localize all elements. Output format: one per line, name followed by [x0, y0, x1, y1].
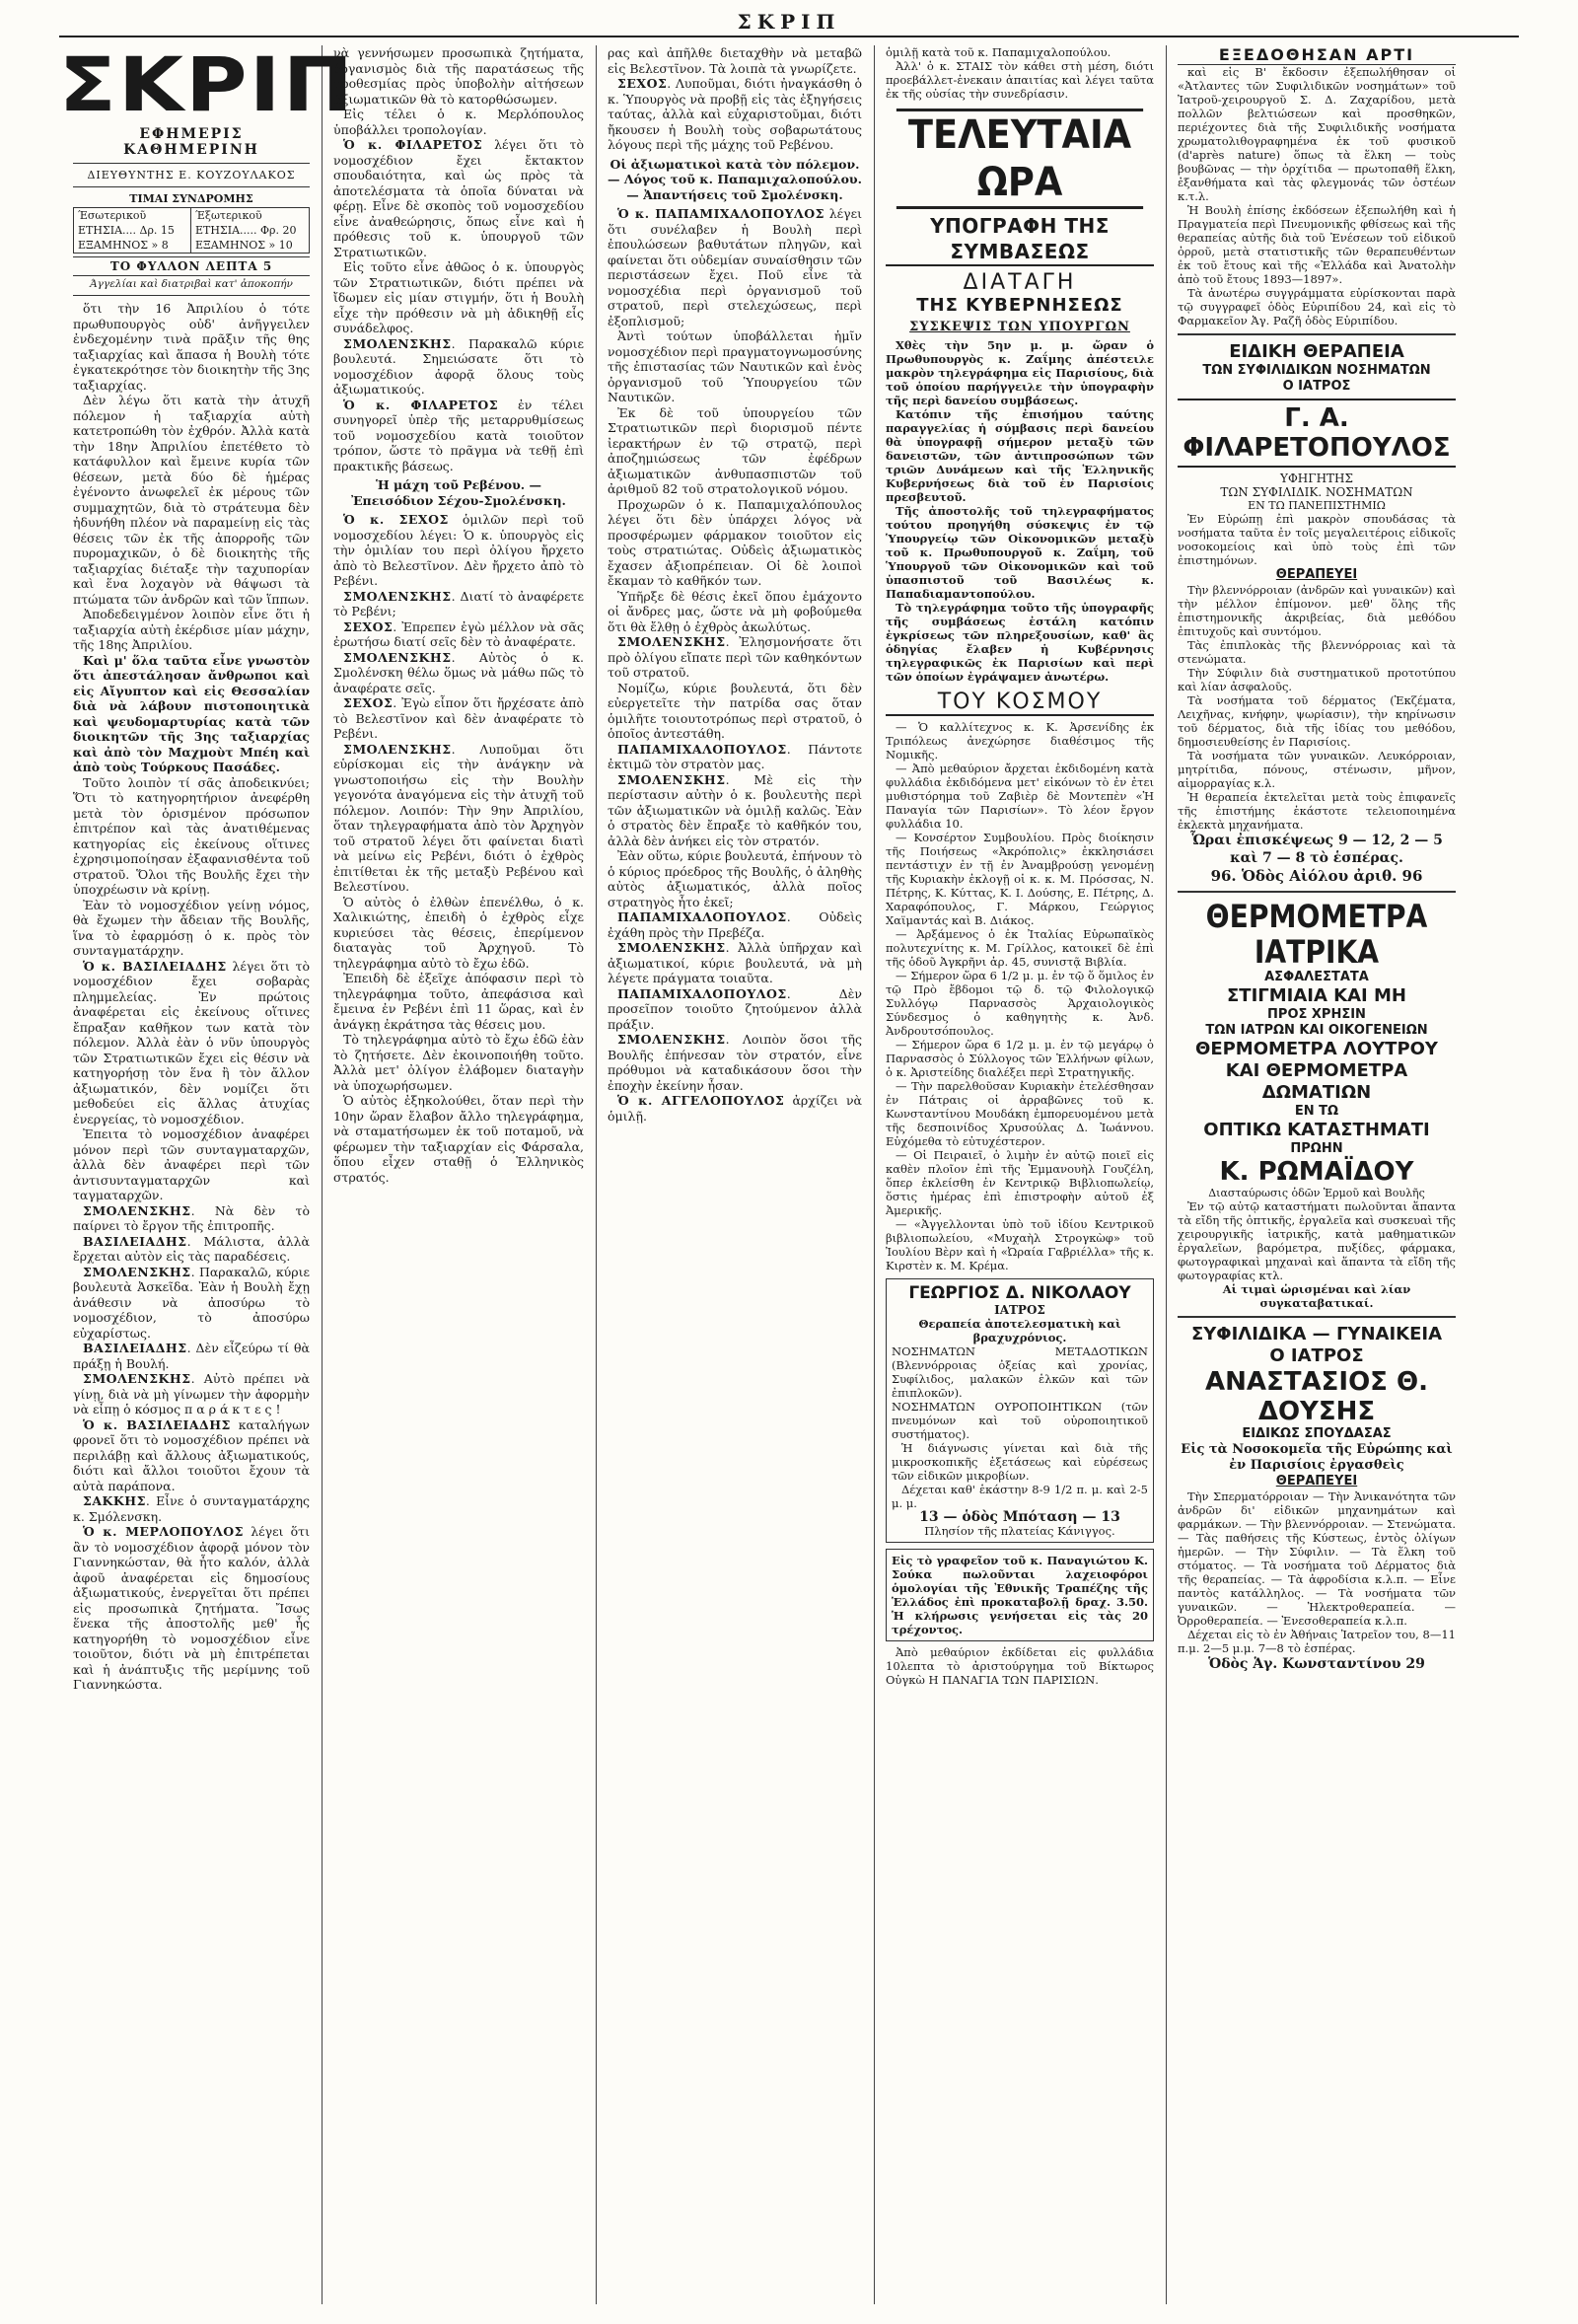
ad-heading: ΟΠΤΙΚΩ ΚΑΤΑΣΤΗΜΑΤΙ	[1203, 1120, 1430, 1140]
article-paragraph: ὁμιλῇ κατὰ τοῦ κ. Παπαμιχαλοπούλου.	[886, 45, 1112, 59]
ad-text: Ἐν Εὐρώπῃ ἐπὶ μακρὸν σπουδάσας τὰ νοσήματα ταῦτα ἐν τοῖς μεγαλειτέροις εἰδικοῖς νοσοκομείοις καὶ ὑπὸ τοὺς ἐπὶ τῶν ἐπιστημόνων.	[1178, 512, 1456, 567]
speaker-name: ΠΑΠΑΜΙΧΑΛΟΠΟΥΛΟΣ	[617, 909, 787, 924]
speech-text: Μὲ εἰς τὴν περίστασιν αὐτὴν ὁ κ. βουλευτὴς περὶ τῶν ἀξιωματικῶν νὰ ὁμιλῇ καλῶς. Ἐὰν ὁ στρατὸς δὲν ἔπραξε τὸ καθῆκόν του, ἀλλὰ δὲν ἀνήκει εἰς τὸν στρατόν.	[608, 771, 862, 848]
column-2: νὰ γεννήσωμεν προσωπικὰ ζητήματα, ὀργανισμὸς διὰ τῆς παρατάσεως τῆς προθεσμίας πρὸς ὑποβολὴν αἰτήσεων ἀξιωματικῶν θὰ τὸ κατορθώσωμεν. Εἰς τέλει ὁ κ. Μερλόπουλος ὑποβάλλει τροπολογίαν. Ὁ κ. ΦΙΛΑΡΕΤΟΣ λέγει ὅτι τὸ νομοσχέδιον ἔχει ἔκτακτον σπουδαιότητα, καὶ ὡς πρὸς τὰ ἀποτελέσματα τὰ ὁποῖα δύναται νὰ φέρῃ. Εἶνε δὲ σκοπὸς τοῦ νομοσχεδίου εἶνε ἀναθεώρησις, ὅπως εἶνε καὶ ἡ πρόθεσις τοῦ κ. ὑπουργοῦ τῶν Στρατιωτικῶν. Εἰς τοῦτο εἶνε ἀθῶος ὁ κ. ὑπουργὸς τῶν Στρατιωτικῶν, διότι πρέπει νὰ ἴδωμεν εἰς μίαν στιγμήν, ὅτι ἡ Βουλὴ εἶχε τὴν πρόθεσιν νὰ μὴ ἀδικηθῇ εἷς συνάδελφος. ΣΜΟΛΕΝΣΚΗΣ. Παρακαλῶ κύριε βουλευτά. Σημειώσατε ὅτι τὸ νομοσχέδιον ἀφορᾷ ὅλους τοὺς ἀξιωματικούς. Ὁ κ. ΦΙΛΑΡΕΤΟΣ ἐν τέλει συνηγορεῖ ὑπὲρ τῆς μεταρρυθμίσεως τοῦ νομοσχεδίου κατὰ τοιοῦτον τρόπον, ὥστε τὸ πρᾶγμα νὰ τεθῇ ἐπὶ πρακτικῆς βάσεως. Ἡ μάχη τοῦ Ρεβένου. — Ἐπεισόδιον Σέχου-Σμολένσκη. Ὁ κ. ΣΕΧΟΣ ὁμιλῶν περὶ τοῦ νομοσχεδίου λέγει: Ὁ κ. ὑπουργὸς εἰς τὴν ὁμιλίαν του περὶ ὀλίγου ἤρχετο ἀπὸ τὸ Βελεστῖνον. Δὲν ἤρχετο ἀπὸ τὸ Ρεβένι. ΣΜΟΛΕΝΣΚΗΣ. Διατί τὸ ἀναφέρετε τὸ Ρεβένι; ΣΕΧΟΣ. Ἐπρεπεν ἐγὼ μέλλον νὰ σᾶς ἐρωτήσω διατί σεῖς δὲν τὸ ἀναφέρατε. ΣΜΟΛΕΝΣΚΗΣ. Αὐτὸς ὁ κ. Σμολένσκη θέλω ὅμως νὰ μάθω πῶς τὸ ἀναφέρατε σεῖς. ΣΕΧΟΣ. Ἐγὼ εἶπον ὅτι ἤρχέσατε ἀπὸ τὸ Βελεστῖνον καὶ δὲν ἀναφέρατε τὸ Ρεβένι. ΣΜΟΛΕΝΣΚΗΣ. Λυποῦμαι ὅτι εὑρίσκομαι εἰς τὴν ἀνάγκην νὰ γνωστοποιήσω εἰς τὴν Βουλὴν γεγονότα ἀναγόμενα εἰς τὴν ἀτυχῆ τοῦ πόλεμον. Λοιπόν: Τὴν 9ην Ἀπριλίου, ὅταν τηλεγραφήματα ἀπὸ τὸν Ἀρχηγὸν τοῦ στρατοῦ λέγει ὅτι φαίνεται διατὶ νὰ μείνω εἰς Ρεβένι, διότι ὁ ἐχθρὸς ἐπιτίθεται ἐκ τῆς μεταξὺ Ρεβένου καὶ Βελεστίνου. Ὁ αὐτὸς ὁ ἐλθὼν ἐπενέλθω, ὁ κ. Χαλικιώτης, ἐπειδὴ ὁ ἐχθρὸς εἶχε κυριεύσει τὰς θέσεις, ἐπερίμενον διαταγὰς τοῦ Ἀρχηγοῦ. Τὸ τηλεγράφημα αὐτὸ τὸ ἔχω ἐδῶ. Ἐπειδὴ δὲ ἐξεῖχε ἀπόφασιν περὶ τὸ τηλεγράφημα τοῦτο, ἀπεφάσισα καὶ ἔμεινα ἐν Ρεβένι ἐπὶ 11 ὥρας, καὶ ἐν ἀνάγκῃ ἐκράτησα τὰς θέσεις μου. Τὸ τηλεγράφημα αὐτὸ τὸ ἔχω ἐδῶ ἐὰν τὸ ζητήσετε. Δὲν ἐκοινοποιήθη τοῦτο. Ἀλλὰ μετ' ὀλίγον ἐλάβομεν διαταγὴν νὰ ὑποχωρήσωμεν. Ὁ αὐτὸς ἐξηκολούθει, ὅταν περὶ τὴν 10ην ὥραν ἔλαβον ἄλλο τηλεγράφημα, νὰ σταματήσωμεν ἐκ τοῦ ποταμοῦ, νὰ φέρωμεν τὴν ταξιαρχίαν εἰς Φάρσαλα, ὅπου εἶχεν σταθῇ ὁ Ἑλληνικὸς στρατός.	[333, 45, 585, 1185]
ad-text: Ἡ Βουλὴ ἐπίσης ἐκδόσεων ἐξεπωλήθη καὶ ἡ Πραγματεία περὶ Πνευμονικῆς φθίσεως καὶ τῆς θεραπείας αὐτῆς διὰ τοῦ Ἐνέσεων τοῦ εἰδικοῦ ὀρροῦ, μετὰ στατιστικῆς τῶν θεραπευθέντων ἐκ τοῦ ἔτους καὶ τῆς «Ἐλλάδα καὶ Ἀνατολὴν ἀπὸ τοῦ ἔτους 1893—1897».	[1178, 203, 1456, 286]
ad-heading: ΠΡΩΗΝ	[1290, 1141, 1343, 1156]
speaker-name: ΒΑΣΙΛΕΙΑΔΗΣ	[83, 1341, 187, 1355]
article-paragraph: Ἀντὶ τούτων ὑποβάλλεται ἡμῖν νομοσχέδιον περὶ πραγματογνωμοσύνης τῆς ἐπιστασίας τῶν Ναυτικῶν καὶ ἐνὸς ὀργανισμοῦ τοῦ Ὑπουργείου τῶν Ναυτικῶν.	[608, 328, 862, 404]
speaker-name: Ὁ κ. ΑΓΓΕΛΟΠΟΥΛΟΣ	[617, 1093, 785, 1108]
article-paragraph: Ἐκ δὲ τοῦ ὑπουργείου τῶν Στρατιωτικῶν περὶ διορισμοῦ πέντε ἰερακτήρων ἐν τῷ στρατῷ, περὶ ἀποζημιώσεως τῶν ἐφέδρων ἀξιωματικῶν ἀνθυπασπιστῶν τοῦ ἀριθμοῦ 82 τοῦ στρατολογικοῦ νόμου.	[608, 404, 862, 496]
subscriptions-title: ΤΙΜΑΙ ΣΥΝΔΡΟΜΗΣ	[129, 192, 253, 205]
speaker-name: Ὁ κ. ΠΑΠΑΜΙΧΑΛΟΠΟΥΛΟΣ	[617, 206, 825, 221]
speaker-name: ΣΜΟΛΕΝΣΚΗΣ	[343, 649, 452, 665]
doctor-advertisement	[886, 1278, 1154, 1543]
speech-text: καταλήγων φρονεῖ ὅτι τὸ νομοσχέδιον πρέπει νὰ περιλάβῃ καὶ ἄλλους ἀξιωματικούς, διότι καὶ ἄλλοι τοιοῦτοι ἔχουν τὰ αὐτὰ παράπονα.	[73, 1416, 310, 1493]
speaker-name: ΣΜΟΛΕΝΣΚΗΣ	[83, 1264, 191, 1279]
speaker-name: Ὁ κ. ΒΑΣΙΛΕΙΑΔΗΣ	[83, 1416, 231, 1432]
ad-text: Τὴν βλεννόρροιαν (ἀνδρῶν καὶ γυναικῶν) καὶ τὴν μέλλον ἐπίμονον. μεθ' ὅλης τῆς ἐπιστημονικῆς ἀκριβείας, διὰ μεθόδου ἐπιτυχοῦς καὶ συντόμου.	[1178, 583, 1456, 638]
ad-text: Τὴν Σύφιλιν διὰ συστηματικοῦ προτοτύπου καὶ λίαν ἀσφαλοῦς.	[1178, 666, 1456, 693]
ad-line: Δέχεται καθ' ἑκάστην 8-9 1/2 π. μ. καὶ 2-5 μ. μ.	[892, 1483, 1148, 1510]
ad-heading: ΘΕΡΑΠΕΥΕΙ	[1275, 1474, 1358, 1489]
lottery-advertisement	[886, 1549, 1154, 1641]
article-paragraph: ρας καὶ ἀπῆλθε διεταχθὴν νὰ μεταβῶ εἰς Βελεστῖνον. Τὰ λοιπὰ τὰ γνωρίζετε.	[608, 45, 862, 76]
news-item: — Σήμερον ὥρα 6 1/2 μ. μ. ἐν τῷ ὅ ὅμιλος ἐν τῷ Πρὸ ἔβδομοι τῷ δ. τῷ Φιλολογικῷ Συλλόγῳ Παρνασσὸς Ἀρχαιολογικὸς Σύνδεσμος ὁ καθηγητὴς κ. Ἀνδ. Ἀνδρουτσόπουλος.	[886, 969, 1154, 1038]
ad-line: ΤΩΝ ΣΥΦΙΛΙΔΙΚ. ΝΟΣΗΜΑΤΩΝ	[1220, 485, 1413, 499]
subs-cell: ΕΞΑΜΗΝΟΣ » 10	[195, 239, 293, 252]
article-paragraph: Ἐὰν οὕτω, κύριε βουλευτά, ἐπήνουν τὸ ὁ κύριος πρόεδρος τῆς Βουλῆς, ὁ ἀληθὴς αὐτὸς ἀξιωματικός, ἀλλὰ ποῖος στρατηγὸς ἦτο ἐκεῖ;	[608, 848, 863, 909]
article-paragraph: Δὲν λέγω ὅτι κατὰ τὴν ἀτυχῆ πόλεμον ἡ ταξιαρχία αὐτὴ κατετροπώθη τὸν ἐχθρόν. Ἀλλὰ κατὰ τὴν 18ην Ἀπριλίου ἐπετέθετο τὸ κατάφυλλον καὶ ἔμεινε κυρία τῶν θέσεων, μετὰ δύο δὲ ἡμέρας ἐγένοντο ἀνωφελεῖ ἐκ μέρους τῶν συμμαχητῶν, διὰ τὸ στράτευμα δὲν ἠδυνήθη πλέον νὰ παραμείνῃ εἰς τὰς θέσεις τῶν ἐκ τῆς ἀπορροῆς τῶν πυρομαχικῶν, ὁ δὲ διοικητὴς τῆς ταξιαρχίας διέταξε τὴν ταχυπορίαν καὶ ἕνα λοχαγὸν νὰ θάψωσι τὰ πτώματα τῶν ἀνδρῶν καὶ τῶν ἵππων.	[73, 393, 310, 607]
lottery-text: Εἰς τὸ γραφεῖον τοῦ κ. Παναγιώτου Κ. Σούκα πωλοῦνται λαχειοφόροι ὁμολογίαι τῆς Ἐθνικῆς Τραπέζης τῆς Ἑλλάδος ἐπὶ προκαταβολῇ δραχ. 3.50. Ἡ κλήρωσις γενήσεται εἰς τὰς 20 τρέχοντος.	[892, 1554, 1148, 1636]
speech-text: ἐν τέλει συνηγορεῖ ὑπὲρ τῆς μεταρρυθμίσεως τοῦ νομοσχεδίου κατὰ τοιοῦτον τρόπον, ὥστε τὸ πρᾶγμα νὰ τεθῇ ἐπὶ πρακτικῆς βάσεως.	[333, 397, 584, 473]
order-heading: ΔΙΑΤΑΓΗ	[963, 270, 1077, 295]
section-heading: Οἱ ἀξιωματικοὶ κατὰ τὸν πόλεμον. — Λόγος τοῦ κ. Παπαμιχαλοπούλου. — Ἀπαντήσεις τοῦ Σμολένσκη.	[608, 156, 862, 202]
speaker-name: ΣΕΧΟΣ	[617, 76, 668, 91]
speech-text: ἀρχίζει νὰ ὁμιλῇ.	[608, 1093, 862, 1124]
speaker-name: ΣΜΟΛΕΝΣΚΗΣ	[83, 1371, 191, 1386]
last-hour-heading: ΤΕΛΕΥΤΑΙΑ ΩΡΑ	[897, 109, 1143, 209]
article-paragraph: ὅτι τὴν 16 Ἀπριλίου ὁ τότε πρωθυπουργὸς οὐδ' ἀνῆγγειλεν ἐνδεχομένην τινὰ πρᾶξιν τῆς θης ταξιαρχίας καὶ ἅπασα ἡ Βουλὴ τότε ἐγκατεκρότησε τὸν διοικητὴν τῆς 3ης ταξιαρχίας.	[73, 301, 310, 393]
ad-line: ΕΝ ΤΩ ΠΑΝΕΠΙΣΤΗΜΙΩ	[1248, 499, 1386, 512]
clinic-address: Ὁδὸς Ἁγ. Κωνσταντίνου 29	[1208, 1656, 1425, 1672]
ad-heading: Ο ΙΑΤΡΟΣ	[1282, 379, 1351, 394]
shop-name: Κ. ΡΩΜΑΪΔΟΥ	[1219, 1157, 1414, 1187]
speech-text: λέγει ὅτι τὸ νομοσχέδιον ἔχει ἔκτακτον σπουδαιότητα, καὶ ὡς πρὸς τὰ ἀποτελέσματα τὰ ὁποῖα δύναται νὰ φέρῃ. Εἶνε δὲ σκοπὸς τοῦ νομοσχεδίου εἶνε ἀναθεώρησις, ὅπως εἶνε καὶ ἡ πρόθεσις τοῦ κ. ὑπουργοῦ τῶν Στρατιωτικῶν.	[333, 137, 585, 259]
ad-heading: ΠΡΟΣ ΧΡΗΣΙΝ	[1267, 1007, 1366, 1022]
ad-heading: ΤΩΝ ΣΥΦΙΛΙΔΙΚΩΝ ΝΟΣΗΜΑΤΩΝ	[1202, 363, 1431, 378]
ad-line: Θεραπεία ἀποτελεσματικὴ καὶ βραχυχρόνιος.	[918, 1317, 1121, 1344]
subs-foreign-header: Έξωτερικοῦ	[195, 209, 262, 222]
article-paragraph: Εἰς τοῦτο εἶνε ἀθῶος ὁ κ. ὑπουργὸς τῶν Στρατιωτικῶν, διότι πρέπει νὰ ἴδωμεν εἰς μίαν στιγμήν, ὅτι ἡ Βουλὴ εἶχε τὴν πρόθεσιν νὰ μὴ ἀδικηθῇ εἷς συνάδελφος.	[333, 259, 584, 335]
speech-text: λέγει ὅτι συνέλαβεν ἡ Βουλὴ περὶ ἐπουλώσεων βαθυτάτων πληγῶν, καὶ φαίνεται ὅτι οὐδεμίαν συναίσθησιν τῶν περιστάσεων ἔχει. Ποῦ εἶνε τὰ νομοσχέδια περὶ ὀργανισμοῦ τοῦ στρατοῦ, περὶ στελεχώσεως, περὶ ἐξοπλισμοῦ;	[608, 206, 862, 328]
ad-text: Τὰ ἀνωτέρω συγγράμματα εὑρίσκονται παρὰ τῷ συγγραφεῖ ὁδὸς Εὐριπίδου 24, καὶ εἰς τὸ Φαρμακεῖον Ἀγ. Ραζῆ ὁδὸς Εὐριπίδου.	[1178, 286, 1456, 327]
news-item: — Ἀρξάμενος ὁ ἐκ Ἰταλίας Εὐρωπαϊκὸς πολυτεχνίτης κ. Μ. Γρίλλος, κατοικεῖ δὲ ἐπὶ τῆς ὁδοῦ Ἀγκρῆνι ἀρ. 45, συνιστᾷ Βιβλία.	[886, 927, 1154, 969]
speech-text: Λυποῦμαι, διότι ἠναγκάσθη ὁ κ. Ὑπουργὸς νὰ προβῇ εἰς τὰς ἐξηγήσεις ταύτας, ἀλλὰ καὶ εὐχαριστοῦμαι, διότι ἤκουσεν ἡ Βουλὴ τοὺς σοβαρωτάτους λόγους περὶ τῆς μάχης τοῦ Ρεβένου.	[608, 76, 862, 152]
signing-heading: ΥΠΟΓΡΑΦΗ ΤΗΣ ΣΥΜΒΑΣΕΩΣ	[886, 213, 1154, 266]
speaker-name: ΒΑΣΙΛΕΙΑΔΗΣ	[83, 1233, 187, 1249]
article-paragraph: Ἐπειτα τὸ νομοσχέδιον ἀναφέρει μόνον περὶ τῶν συνταγματαρχῶν, ἀλλὰ δὲν ἀναφέρει περὶ τῶν ἀντισυνταγματαρχῶν καὶ ταγματαρχῶν.	[73, 1126, 310, 1202]
speaker-name: Ὁ κ. ΒΑΣΙΛΕΙΑΔΗΣ	[83, 958, 227, 974]
news-item: — Σήμερον ὥρα 6 1/2 μ. μ. ἐν τῷ μεγάρῳ ὁ Παρνασσὸς ὁ Σύλλογος τῶν Ἑλλήνων φίλων, ὁ κ. Ἀριστείδης διαλέξει περὶ Στρατηγικῆς.	[886, 1038, 1154, 1079]
speaker-name: Ὁ κ. ΣΕΧΟΣ	[343, 512, 449, 527]
ad-text: Εἰς τὰ Νοσοκομεῖα τῆς Εὐρώπης καὶ ἐν Παρισίοις ἐργασθεὶς	[1181, 1442, 1453, 1473]
ads-note: Άγγελίαι καὶ διατριβαὶ κατ' ἀποκοπήν	[90, 278, 293, 290]
speech-text: Δὲν προσεῖπον τοιοῦτο ζητούμενον ἀλλὰ πράξιν.	[608, 985, 862, 1032]
subs-cell: ΕΞΑΜΗΝΟΣ » 8	[74, 238, 191, 253]
masthead-director: ΔΙΕΥΘΥΝΤΗΣ Ε. ΚΟΥΖΟΥΛΑΚΟΣ	[87, 169, 296, 182]
doctor-address: 13 — ὁδὸς Μπόταση — 13	[919, 1509, 1120, 1525]
subs-domestic-header: Έσωτερικοῦ	[74, 208, 191, 223]
news-item: — Οἱ Πειραιεῖ, ὁ λιμὴν ἐν αὐτῷ ποιεῖ εἰς καθὲν πλοῖον ἐπὶ τῆς Ἐμμανουὴλ Γουζέλη, ὅπερ ἐκλείσθη ἐν Κεντρικῷ Βιβλιοπωλείῳ, ὅστις ἡμέρας ἐπὶ ἐπιστροφὴν αὐτοῦ ἐξ Ἀμερικῆς.	[886, 1148, 1154, 1217]
subs-cell: ΕΤΗΣΙΑ..... Φρ. 20	[195, 224, 297, 237]
speech-text: Ἐπρεπεν ἐγὼ μέλλον νὰ σᾶς ἐρωτήσω διατί σεῖς δὲν τὸ ἀναφέρατε.	[333, 618, 585, 649]
ad-heading: ΘΕΡΜΟΜΕΤΡΑ ΛΟΥΤΡΟΥ	[1195, 1039, 1438, 1059]
visiting-hours: Ὧραι ἐπισκέψεως 9 — 12, 2 — 5 καὶ 7 — 8 τὸ ἑσπέρας.	[1190, 833, 1443, 866]
publications-heading: ΕΞΕΔΟΘΗΣΑΝ ΑΡΤΙ	[1178, 45, 1456, 65]
column-4	[882, 45, 1158, 2304]
article-paragraph: Ἀλλ' ὁ κ. ΣΤΑΙΣ τὸν κάθει στὴ μέση, διότι προεβάλλετ-ἐνεκαιν ἀπαιτίας καὶ λέγει ταῦτα ἐκ τῆς οὐσίας τὴν συνεδρίασιν.	[886, 59, 1154, 101]
world-heading: ΤΟΥ ΚΟΣΜΟΥ	[886, 690, 1154, 716]
article-paragraph: Ἀποδεδειγμένον λοιπὸν εἶνε ὅτι ἡ ταξιαρχία αὐτὴ ἐκέρδισε μίαν μάχην, τῆς 18ης Ἀπριλίου.	[73, 607, 310, 652]
news-item: — Κονσέρτον Συμβουλίου. Πρὸς διοίκησιν τῆς Ποιήσεως «Ἀκρόπολις» ἐκκλησιάσει πεντάστιχν ἐν τῇ ἐν Ἀναμβρούσῃ γενομένῃ τῆς Κυριακὴν ἐκλογῇ οἱ κ. κ. Μ. Πρόσσας, Ν. Πέτρης, Κ. Κύττας, Κ. Ι. Δούσης, Ε. Πέτρης, Δ. Χαραφόπουλος, Γ. Μάρκου, Γεώργιος Χαϊμαντάς καὶ Β. Διάκος.	[886, 831, 1154, 927]
ad-text: Τὰ νοσήματα τῶν γυναικῶν. Λευκόρροιαν, μητρίτιδα, πόνους, στένωσιν, μῆνον, αἱμορραγίας κ.λ.	[1178, 749, 1456, 790]
speaker-name: Ὁ κ. ΦΙΛΑΡΕΤΟΣ	[343, 137, 483, 152]
ad-heading: ΘΕΡΜΟΜΕΤΡΑ ΙΑΤΡΙΚΑ	[1205, 898, 1428, 971]
speech-text: Μάλιστα, ἀλλὰ ἔρχεται αὐτὸν εἰς τὰς παραδέσεις.	[73, 1233, 310, 1264]
article-paragraph: Χθὲς τὴν 5ην μ. μ. ὥραν ὁ Πρωθυπουργὸς κ. Ζαΐμης ἀπέστειλε μακρὸν τηλεγράφημα εἰς Παρισίους, διὰ τοῦ ὁποίου παρήγγειλε τὴν ὑπογραφὴν τῆς περὶ δανείου συμβάσεως.	[886, 338, 1154, 407]
section-heading: Ἡ μάχη τοῦ Ρεβένου. — Ἐπεισόδιον Σέχου-Σμολένσκη.	[351, 477, 566, 508]
ad-text: Αἱ τιμαὶ ὡρισμέναι καὶ λίαν συγκαταβατικαί.	[1222, 1282, 1411, 1310]
speaker-name: ΠΑΠΑΜΙΧΑΛΟΠΟΥΛΟΣ	[617, 985, 787, 1001]
speech-text: Λοιπὸν ὅσοι τῆς Βουλῆς ἐπήνεσαν τὸν στρατόν, εἶνε πρόθυμοι νὰ καταδικάσουν ὅσοι τὴν ἐποχὴν ἐκείνην ἦσαν.	[608, 1032, 862, 1093]
article-paragraph: Κατόπιν τῆς ἐπισήμου ταύτης παραγγελίας ἡ σύμβασις περὶ δανείου θὰ ὑπογραφῇ σήμερον μεταξὺ τῶν δανειστῶν, τῶν ἀντιπροσώπων τῶν τριῶν Δυνάμεων καὶ τῆς Ἑλληνικῆς Κυβερνήσεως διὰ τοῦ ἐν Παρισίοις πρεσβευτοῦ.	[886, 407, 1154, 504]
ad-heading: ΘΕΡΑΠΕΥΕΙ	[1275, 567, 1358, 582]
speaker-name: ΣΑΚΚΗΣ	[83, 1493, 146, 1508]
article-paragraph: Ὁ αὐτὸς ἐξηκολούθει, ὅταν περὶ τὴν 10ην ὥραν ἔλαβον ἄλλο τηλεγράφημα, νὰ σταματήσωμεν ἐκ τοῦ ποταμοῦ, νὰ φέρωμεν τὴν ταξιαρχίαν εἰς Φάρσαλα, ὅπου εἶχεν σταθῇ ὁ Ἑλληνικὸς στρατός.	[333, 1093, 584, 1185]
speech-text: Αὐτὸς ὁ κ. Σμολένσκη θέλω ὅμως νὰ μάθω πῶς τὸ ἀναφέρατε σεῖς.	[333, 649, 584, 695]
doctor-name: ΓΕΩΡΓΙΟΣ Δ. ΝΙΚΟΛΑΟΥ	[908, 1283, 1131, 1303]
article-paragraph: Νομίζω, κύριε βουλευτά, ὅτι δὲν εὐεργετεῖτε τὴν πατρίδα σας ὅταν ὁμιλῆτε τοιουτοτρόπως περὶ στρατοῦ, ὁ ὁποῖος ἀντεστάθη.	[608, 680, 862, 741]
speech-text: Δὲν εἶζεύρω τί θὰ πράξῃ ἡ Βουλή.	[73, 1341, 311, 1371]
speech-text: Ἐγὼ εἶπον ὅτι ἤρχέσατε ἀπὸ τὸ Βελεστῖνον καὶ δὲν ἀναφέρατε τὸ Ρεβένι.	[333, 695, 585, 741]
running-head: ΣΚΡΙΠ	[737, 10, 841, 34]
ad-heading: ΚΑΙ ΘΕΡΜΟΜΕΤΡΑ ΔΩΜΑΤΙΩΝ	[1225, 1060, 1408, 1103]
ad-text: Ἐν τῷ αὐτῷ καταστήματι πωλοῦνται ἅπαντα τὰ εἴδη τῆς ὀπτικῆς, ἐργαλεῖα καὶ συσκευαὶ τῆς χειρουργικῆς ἰατρικῆς, κατὰ μαθηματικῶν ἐργαλεῖων, βαρόμετρα, πυξίδες, φάρμακα, φωτογραφικαὶ μηχαναὶ καὶ ἅπαντα τὰ εἴδη τῆς φωτογραφίας κτλ.	[1178, 1199, 1456, 1282]
article-paragraph: Ἐὰν τὸ νομοσχέδιον γείνῃ νόμος, θὰ ἔχωμεν τὴν ἄδειαν τῆς Βουλῆς, ἵνα τὸ ἐφαρμόσῃ ὁ κ. πρὸς τὸν συνταγματάρχην.	[73, 897, 310, 958]
speaker-name: ΣΜΟΛΕΝΣΚΗΣ	[617, 940, 726, 955]
speaker-name: ΠΑΠΑΜΙΧΑΛΟΠΟΥΛΟΣ	[617, 741, 787, 757]
masthead-subtitle: ΕΦΗΜΕΡΙΣ ΚΑΘΗΜΕΡΙΝΗ	[123, 126, 259, 158]
speaker-name: ΣΜΟΛΕΝΣΚΗΣ	[343, 741, 452, 757]
column-divider	[874, 45, 875, 2304]
speech-text: Εἶνε ὁ συνταγματάρχης κ. Σμόλενσκη.	[73, 1493, 310, 1524]
government-heading: ΤΗΣ ΚΥΒΕΡΝΗΣΕΩΣ	[916, 295, 1123, 316]
column-3: ρας καὶ ἀπῆλθε διεταχθὴν νὰ μεταβῶ εἰς Βελεστῖνον. Τὰ λοιπὰ τὰ γνωρίζετε. ΣΕΧΟΣ. Λυποῦμαι, διότι ἠναγκάσθη ὁ κ. Ὑπουργὸς νὰ προβῇ εἰς τὰς ἐξηγήσεις ταύτας, ἀλλὰ καὶ εὐχαριστοῦμαι, διότι ἤκουσεν ἡ Βουλὴ τοὺς σοβαρωτάτους λόγους περὶ τῆς μάχης τοῦ Ρεβένου. Οἱ ἀξιωματικοὶ κατὰ τὸν πόλεμον. — Λόγος τοῦ κ. Παπαμιχαλοπούλου. — Ἀπαντήσεις τοῦ Σμολένσκη. Ὁ κ. ΠΑΠΑΜΙΧΑΛΟΠΟΥΛΟΣ λέγει ὅτι συνέλαβεν ἡ Βουλὴ περὶ ἐπουλώσεων βαθυτάτων πληγῶν, καὶ φαίνεται ὅτι οὐδεμίαν συναίσθησιν τῶν περιστάσεων ἔχει. Ποῦ εἶνε τὰ νομοσχέδια περὶ ὀργανισμοῦ τοῦ στρατοῦ, περὶ στελεχώσεως, περὶ ἐξοπλισμοῦ; Ἀντὶ τούτων ὑποβάλλεται ἡμῖν νομοσχέδιον περὶ πραγματογνωμοσύνης τῆς ἐπιστασίας τῶν Ναυτικῶν καὶ ἐνὸς ὀργανισμοῦ τοῦ Ὑπουργείου τῶν Ναυτικῶν. Ἐκ δὲ τοῦ ὑπουργείου τῶν Στρατιωτικῶν περὶ διορισμοῦ πέντε ἰερακτήρων ἐν τῷ στρατῷ, περὶ ἀποζημιώσεως τῶν ἐφέδρων ἀξιωματικῶν ἀνθυπασπιστῶν τοῦ ἀριθμοῦ 82 τοῦ στρατολογικοῦ νόμου. Προχωρῶν ὁ κ. Παπαμιχαλόπουλος λέγει ὅτι δὲν ὑπάρχει λόγος νὰ προσφέρωμεν φάρμακον τοιοῦτον εἰς τοὺς στρατιώτας. Οὐδεὶς ἀξιωματικὸς ἔχασεν ἀξιοπρέπειαν. Οἱ δὲ λοιποὶ ἔκαμαν τὸ καθῆκόν των. Ὑπῆρξε δὲ θέσις ἐκεῖ ὅπου ἐμάχοντο οἱ ἄνδρες μας, ὥστε νὰ μὴ φοβούμεθα ὅτι θὰ ἔλθῃ ὁ ἐχθρὸς ἀκωλύτως. ΣΜΟΛΕΝΣΚΗΣ. Ἐλησμονήσατε ὅτι πρὸ ὀλίγου εἴπατε περὶ τῶν καθηκόντων τοῦ στρατοῦ. Νομίζω, κύριε βουλευτά, ὅτι δὲν εὐεργετεῖτε τὴν πατρίδα σας ὅταν ὁμιλῆτε τοιουτοτρόπως περὶ στρατοῦ, ὁ ὁποῖος ἀντεστάθη. ΠΑΠΑΜΙΧΑΛΟΠΟΥΛΟΣ. Πάντοτε ἐκτιμῶ τὸν στρατὸν μας. ΣΜΟΛΕΝΣΚΗΣ. Μὲ εἰς τὴν περίστασιν αὐτὴν ὁ κ. βουλευτὴς περὶ τῶν ἀξιωματικῶν νὰ ὁμιλῇ καλῶς. Ἐὰν ὁ στρατὸς δὲν ἔπραξε τὸ καθῆκόν του, ἀλλὰ δὲν ἀνήκει εἰς τὸν στρατόν. Ἐὰν οὕτω, κύριε βουλευτά, ἐπήνουν τὸ ὁ κύριος πρόεδρος τῆς Βουλῆς, ὁ ἀληθὴς αὐτὸς ἀξιωματικός, ἀλλὰ ποῖος στρατηγὸς ἦτο ἐκεῖ; ΠΑΠΑΜΙΧΑΛΟΠΟΥΛΟΣ. Οὐδεὶς ἐχάθη πρὸς τὴν Πρεβέζα. ΣΜΟΛΕΝΣΚΗΣ. Ἀλλὰ ὑπῆρχαν καὶ ἀξιωματικοί, κύριε βουλευτά, νὰ μὴ λέγετε πράγματα τοιαῦτα. ΠΑΠΑΜΙΧΑΛΟΠΟΥΛΟΣ. Δὲν προσεῖπον τοιοῦτο ζητούμενον ἀλλὰ πράξιν. ΣΜΟΛΕΝΣΚΗΣ. Λοιπὸν ὅσοι τῆς Βουλῆς ἐπήνεσαν τὸν στρατόν, εἶνε πρόθυμοι νὰ καταδικάσουν ὅσοι τὴν ἐποχὴν ἐκείνην ἦσαν. Ὁ κ. ΑΓΓΕΛΟΠΟΥΛΟΣ ἀρχίζει νὰ ὁμιλῇ.	[608, 45, 863, 1124]
ad-heading: ΑΣΦΑΛΕΣΤΑΤΑ	[1264, 970, 1369, 984]
article-paragraph: Ἐπειδὴ δὲ ἐξεῖχε ἀπόφασιν περὶ τὸ τηλεγράφημα τοῦτο, ἀπεφάσισα καὶ ἔμεινα ἐν Ρεβένι ἐπὶ 11 ὥρας, καὶ ἐν ἀνάγκῃ ἐκράτησα τὰς θέσεις μου.	[333, 971, 584, 1032]
novel-notice: Ἀπὸ μεθαύριον ἐκδίδεται εἰς φυλλάδια 10λεπτα τὸ ἀριστούργημα τοῦ Βίκτωρος Οὐγκὼ Η ΠΑΝΑΓΙΑ ΤΩΝ ΠΑΡΙΣΙΩΝ.	[886, 1645, 1154, 1687]
ad-text: Δέχεται εἰς τὸ ἐν Ἀθήναις Ἰατρεῖον του, 8—11 π.μ. 2—5 μ.μ. 7—8 τὸ ἑσπέρας.	[1178, 1628, 1456, 1655]
speech-text: Διατί τὸ ἀναφέρετε τὸ Ρεβένι;	[333, 588, 584, 618]
speaker-name: ΣΜΟΛΕΝΣΚΗΣ	[617, 1032, 726, 1047]
doctor-location: Πλησίον τῆς πλατείας Κάνιγγος.	[924, 1524, 1115, 1538]
speech-text: Αὐτὸ πρέπει νὰ γίνῃ, διὰ νὰ μὴ γίνωμεν τὴν ἀφορμὴν νὰ εἶπῃ ὁ κόσμος π α ρ ά κ τ ε ς !	[73, 1371, 311, 1416]
speaker-name: ΣΕΧΟΣ	[343, 695, 394, 710]
ad-line: Ἡ διάγνωσις γίνεται καὶ διὰ τῆς μικροσκοπικῆς ἐξετάσεως καὶ εὐρέσεως τῶν εἰδικῶν μικροβίων.	[892, 1441, 1148, 1483]
article-paragraph: Προχωρῶν ὁ κ. Παπαμιχαλόπουλος λέγει ὅτι δὲν ὑπάρχει λόγος νὰ προσφέρωμεν φάρμακον τοιοῦτον εἰς τοὺς στρατιώτας. Οὐδεὶς ἀξιωματικὸς ἔχασεν ἀξιοπρέπειαν. Οἱ δὲ λοιποὶ ἔκαμαν τὸ καθῆκόν των.	[608, 496, 862, 588]
subscriptions-table	[73, 207, 310, 254]
news-item: — Τὴν παρελθοῦσαν Κυριακὴν ἐτελέσθησαν ἐν Πάτραις οἱ ἀρραβῶνες τοῦ κ. Κωνσταντίνου Μουδάκη ἐμπορευομένου μετὰ τῆς δεσποινίδος Χρυσούλας Δ. Ἰωάννου. Εὐχόμεθα τὸ εὐτυχέστερον.	[886, 1079, 1154, 1148]
speech-text: λέγει ὅτι ἂν τὸ νομοσχέδιον ἀφορᾷ μόνον τὸν Γιαννηκώσταν, θὰ ἦτο καλόν, ἀλλὰ ἀφοῦ ἀναφέρεται εἰς δημοσίους ἀξιωματικούς, ἐνεργεῖται ὅτι πρέπει εἰς προσωπικὰ ζητήματα. Ἴσως ἕνεκα τῆς ἀποστολῆς μεθ' ἧς κατηγορήθη τὸ νομοσχέδιον εἶνε τοιοῦτον, διότι νὰ μὴ ἐπιτρέπεται καὶ ἡ ἀνάπτυξις τῆς μερίμνης τοῦ Γιαννηκώστα.	[73, 1524, 311, 1692]
speaker-name: ΣΜΟΛΕΝΣΚΗΣ	[343, 335, 452, 351]
speech-text: Παρακαλῶ κύριε βουλευτά. Σημειώσατε ὅτι τὸ νομοσχέδιον ἀφορᾷ ὅλους τοὺς ἀξιωματικούς.	[333, 335, 584, 397]
doctor-name: Γ. Α. ΦΙΛΑΡΕΤΟΠΟΥΛΟΣ	[1178, 399, 1456, 468]
article-paragraph: Τὸ τηλεγράφημα αὐτὸ τὸ ἔχω ἐδῶ ἐὰν τὸ ζητήσετε. Δὲν ἐκοινοποιήθη τοῦτο. Ἀλλὰ μετ' ὀλίγον ἐλάβομεν διαταγὴν νὰ ὑποχωρήσωμεν.	[333, 1032, 584, 1093]
article-paragraph: Ὑπῆρξε δὲ θέσις ἐκεῖ ὅπου ἐμάχοντο οἱ ἄνδρες μας, ὥστε νὰ μὴ φοβούμεθα ὅτι θὰ ἔλθῃ ὁ ἐχθρὸς ἀκωλύτως.	[608, 588, 862, 634]
ad-text: Ἡ θεραπεία ἐκτελεῖται μετὰ τοὺς ἐπιφανεῖς τῆς ἐπιστήμης ἑκάστοτε τελειοποιημένα ἐκλεκτὰ μηχανήματα.	[1178, 790, 1456, 832]
column-divider	[596, 45, 597, 2304]
ad-line: ΝΟΣΗΜΑΤΩΝ ΜΕΤΑΔΟΤΙΚΩΝ (Βλεννόρροιας ὀξείας καὶ χρονίας, Συφίλιδος, μαλακῶν ἑλκῶν καὶ τῶν ἐπιπλοκῶν).	[892, 1344, 1148, 1400]
news-item: — Ὁ καλλίτεχνος κ. Κ. Ἀρσενίδης ἐκ Τριπόλεως ἀνεχώρησε διαθέσιμος τῆς Νομικῆς.	[886, 720, 1154, 762]
masthead-title: ΣΚΡΙΠ	[58, 40, 356, 128]
ad-heading: ΕΝ ΤΩ	[1294, 1104, 1339, 1119]
ad-heading: Ο ΙΑΤΡΟΣ	[1269, 1345, 1364, 1366]
ad-text: Τὰς ἐπιπλοκὰς τῆς βλεννόρροιας καὶ τὰ στενώματα.	[1178, 638, 1456, 666]
ad-heading: ΕΙΔΙΚΩΣ ΣΠΟΥΔΑΣΑΣ	[1242, 1426, 1392, 1441]
ad-heading: ΕΙΔΙΚΗ ΘΕΡΑΠΕΙΑ	[1229, 341, 1404, 362]
article-paragraph: Τῆς ἀποστολῆς τοῦ τηλεγραφήματος τούτου προηγήθη σύσκεψις ἐν τῷ Ὑπουργείῳ τῶν Οἰκονομικῶν μεταξὺ τοῦ κ. Πρωθυπουργοῦ κ. Ζαΐμη, τοῦ Ὑπουργοῦ τῶν Οἰκονομικῶν καὶ τοῦ ὑπασπιστοῦ τοῦ Βασιλέως κ. Παπαδιαμαντοπούλου.	[886, 504, 1154, 601]
speaker-name: ΣΕΧΟΣ	[343, 618, 394, 634]
article-paragraph: Τὸ τηλεγράφημα τοῦτο τῆς ὑπογραφῆς τῆς συμβάσεως ἐστάλη κατόπιν ἐγκρίσεως τῶν πληρεξουσίων, καθ' ἃς ὁδηγίας ἔλαβεν ἡ Κυβέρνησις τηλεγραφικῶς ἐκ Παρισίων καὶ περὶ τῶν ὁποίων ἐγράψαμεν ἀνωτέρω.	[886, 601, 1154, 684]
doctor-title: ΙΑΤΡΟΣ	[994, 1303, 1045, 1317]
article-paragraph: Εἰς τέλει ὁ κ. Μερλόπουλος ὑποβάλλει τροπολογίαν.	[333, 107, 584, 137]
speech-text: Οὐδεὶς ἐχάθη πρὸς τὴν Πρεβέζα.	[608, 909, 862, 940]
speech-text: Λυποῦμαι ὅτι εὑρίσκομαι εἰς τὴν ἀνάγκην νὰ γνωστοποιήσω εἰς τὴν Βουλὴν γεγονότα ἀναγόμενα εἰς τὴν ἀτυχῆ τοῦ πόλεμον. Λοιπόν: Τὴν 9ην Ἀπριλίου, ὅταν τηλεγραφήματα ἀπὸ τὸν Ἀρχηγὸν τοῦ στρατοῦ λέγει ὅτι φαίνεται διατὶ νὰ μείνω εἰς Ρεβένι, διότι ὁ ἐχθρὸς ἐπιτίθεται ἐκ τῆς μεταξὺ Ρεβένου καὶ Βελεστίνου.	[333, 741, 584, 894]
ad-line: ΥΦΗΓΗΤΗΣ	[1280, 472, 1353, 485]
ad-heading: ΤΩΝ ΙΑΤΡΩΝ ΚΑΙ ΟΙΚΟΓΕΝΕΙΩΝ	[1205, 1023, 1428, 1038]
ad-heading: ΣΤΙΓΜΙΑΙΑ ΚΑΙ ΜΗ	[1227, 985, 1406, 1006]
column-5	[1174, 45, 1460, 2304]
head-rule	[59, 36, 1519, 37]
article-paragraph: νὰ γεννήσωμεν προσωπικὰ ζητήματα, ὀργανισμὸς διὰ τῆς παρατάσεως τῆς προθεσμίας πρὸς ὑποβολὴν αἰτήσεων ἀξιωματικῶν θὰ τὸ κατορθώσωμεν.	[333, 45, 584, 107]
shop-address: Διασταύρωσις ὁδῶν Ἑρμοῦ καὶ Βουλῆς	[1208, 1187, 1425, 1199]
doctor-name: ΑΝΑΣΤΑΣΙΟΣ Θ. ΔΟΥΣΗΣ	[1205, 1367, 1428, 1426]
speaker-name: ΣΜΟΛΕΝΣΚΗΣ	[83, 1202, 191, 1218]
speech-text: Παρακαλῶ, κύριε βουλευτὰ Ἀσκεῖδα. Ἐὰν ἡ Βουλὴ ἔχῃ ἀνάθεσιν νὰ ἀποσύρω τὸ νομοσχέδιον, τὸ ἀποσύρω εὐχαρίστως.	[73, 1264, 310, 1341]
subs-cell: ΕΤΗΣΙΑ.... Δρ. 15	[74, 223, 191, 238]
cabinet-heading: ΣΥΣΚΕΨΙΣ ΤΩΝ ΥΠΟΥΡΓΩΝ	[909, 320, 1130, 334]
speech-text: Ἀλλὰ ὑπῆρχαν καὶ ἀξιωματικοί, κύριε βουλευτά, νὰ μὴ λέγετε πράγματα τοιαῦτα.	[608, 940, 862, 985]
speaker-name: Ὁ κ. ΜΕΡΛΟΠΟΥΛΟΣ	[83, 1524, 244, 1539]
ad-text: καὶ εἰς Β' ἔκδοσιν ἐξεπωλήθησαν οἱ «Ἀτλαντες τῶν Συφιλιδικῶν νοσημάτων» τοῦ Ἰατροῦ-χειρουργοῦ Σ. Δ. Ζαχαρίδου, μετὰ πολλῶν βελτιώσεων καὶ προσθηκῶν, περιέχοντες διὰ τῆς Συφιλιδικῆς νοσήματα χρωματολιθογραφημένα ἐκ τοῦ φυσικοῦ (d'après nature) ὅπως τὰ ἕλκη — τοὺς βουβῶνας — τὴν ὀρχίτιδα — πρωτοπαθῆ ἕλκη, ἐξανθήματα καὶ τὰς φλεγμονάς τῶν ὀστέων κ.τ.λ.	[1178, 65, 1456, 203]
clinic-address: 96. Ὁδὸς Αἰόλου ἀριθ. 96	[1210, 867, 1423, 885]
ad-heading: ΣΥΦΙΛΙΔΙΚΑ — ΓΥΝΑΙΚΕΙΑ	[1190, 1324, 1443, 1344]
speaker-name: ΣΜΟΛΕΝΣΚΗΣ	[343, 588, 452, 604]
speech-text: λέγει ὅτι τὸ νομοσχέδιον ἔχει σοβαρὰς πλημμελείας. Ἐν πρώτοις ἀναφέρεται εἰς ἐκείνους οἵτινες ἔπραξαν καθῆκον των κατὰ τὸν πόλεμον. Ἀλλὰ ἐὰν ὁ νῦν ὑπουργὸς τῶν Στρατιωτικῶν ἔχει εἰς θέσιν νὰ κατηγορήσῃ τὸν ἕνα ἢ τὸν ἄλλον ἀξιωματικόν, δὲν νομίζει ὅτι μεθοδεύει εἰς ἄλλας ἀτυχίας ἐνεργείας, τὸ νομοσχέδιον.	[73, 958, 310, 1126]
speaker-name: Ὁ κ. ΦΙΛΑΡΕΤΟΣ	[343, 397, 499, 412]
column-divider	[322, 45, 323, 2304]
speaker-name: ΣΜΟΛΕΝΣΚΗΣ	[617, 771, 726, 787]
column-divider	[1166, 45, 1167, 2304]
ad-text: Τὰ νοσήματα τοῦ δέρματος (Ἐκζέματα, Λειχῆνας, κνήφην, ψωρίασιν), τὴν κηρίνωσιν τοῦ δέρματος, διὰ τῆς ἰδίας του μεθόδου, δημοσιευθείσης ἐν Παρισίοις.	[1178, 693, 1456, 749]
news-item: — «Ἀγγελλονται ὑπὸ τοῦ ἰδίου Κεντρικοῦ βιβλιοπωλείου, «Μυχαὴλ Στρογκὼφ» τοῦ Ἰουλίου Βὲρν καὶ ἡ «Ὠραία Γαβριέλλα» τῆς κ. Κιρστὲν κ. Μ. Κρέμα.	[886, 1217, 1154, 1272]
news-item: — Ἀπὸ μεθαύριον ἄρχεται ἐκδιδομένη κατὰ φυλλάδια ἐκδιδόμενα μετ' εἰκόνων τὸ ἐν ἐτει μυθιστόρημα τοῦ Ζαβιὲρ δὲ Μοντεπὲν «Ἡ Παναγία τῶν Παρισίων». Τὸ λέον ἔργον φυλλάδια 10.	[886, 762, 1154, 831]
article-paragraph: Καὶ μ' ὅλα ταῦτα εἶνε γνωστὸν ὅτι ἀπεστάλησαν ἄνθρωποι καὶ εἰς Αἴγυπτον καὶ εἰς Θεσσαλίαν διὰ νὰ λάβουν πιστοποιητικὰ καὶ ψευδομαρτυρίας κατὰ τῶν διοικητῶν τῆς 3ης ταξιαρχίας καὶ ἀπὸ τὸν Μαχμοὺτ Μπέη καὶ ἀπὸ τοὺς Τούρκους Πασάδες.	[73, 652, 310, 774]
speaker-name: ΣΜΟΛΕΝΣΚΗΣ	[617, 634, 726, 649]
speech-text: Ἐλησμονήσατε ὅτι πρὸ ὀλίγου εἴπατε περὶ τῶν καθηκόντων τοῦ στρατοῦ.	[608, 634, 862, 680]
issue-price: ΤΟ ΦΥΛΛΟΝ ΛΕΠΤΑ 5	[73, 256, 310, 276]
ad-text: Τὴν Σπερματόρροιαν — Τὴν Ἀνικανότητα τῶν ἀνδρῶν δι' εἰδικῶν μηχανημάτων καὶ φαρμάκων. — Τὴν βλεννόρροιαν. — Στενώματα. — Τὰς παθήσεις τῆς Κύστεως, ἐντὸς ὀλίγων ἡμερῶν. — Τὴν Σύφιλιν. — Τὰ ἕλκη τοῦ στόματος. — Τὰ νοσήματα τοῦ Δέρματος διὰ τῆς θεραπείας. — Τὰ ἀφροδίσια κ.λ.π. — Εἶνε παντὸς κατάλληλος. — Τὰ νοσήματα τῶν γυναικῶν. — Ἡλεκτροθεραπεία. — Ὀρροθεραπεία. — Ἐνεσοθεραπεία κ.λ.π.	[1178, 1489, 1456, 1628]
speech-text: Νὰ δὲν τὸ παίρνει τὸ ἔργον τῆς ἐπιτροπῆς.	[73, 1202, 310, 1233]
ad-line: ΝΟΣΗΜΑΤΩΝ ΟΥΡΟΠΟΙΗΤΙΚΩΝ (τῶν πνευμόνων καὶ τοῦ οὐροποιητικοῦ συστήματος).	[892, 1400, 1148, 1441]
speech-text: ὁμιλῶν περὶ τοῦ νομοσχεδίου λέγει: Ὁ κ. ὑπουργὸς εἰς τὴν ὁμιλίαν του περὶ ὀλίγου ἤρχετο ἀπὸ τὸ Βελεστῖνον. Δὲν ἤρχετο ἀπὸ τὸ Ρεβένι.	[333, 512, 584, 588]
article-paragraph: Τοῦτο λοιπὸν τί σᾶς ἀποδεικνύει; Ὅτι τὸ κατηγορητήριον ἀνεφέρθη μετὰ τὸν ὁρισμένον πρόσωπον ἐπιτρέπον καὶ τὰς ἀνατιθέμενας κατηγορίας εἰς ἐκείνους οἵτινες ἐχρησιμοποίησαν ἐξαφανισθέντα τοῦ στρατοῦ. Ὅλοι τῆς Βουλῆς ἔχει τὴν ὑποχρέωσιν νὰ κρίνῃ.	[73, 774, 310, 897]
column-1: ΣΚΡΙΠ ΕΦΗΜΕΡΙΣ ΚΑΘΗΜΕΡΙΝΗ ΔΙΕΥΘΥΝΤΗΣ Ε. ΚΟΥΖΟΥΛΑΚΟΣ ΤΙΜΑΙ ΣΥΝΔΡΟΜΗΣ Έσωτερικοῦ Έξωτερικοῦ ΕΤΗΣΙΑ.... Δρ. 15 ΕΤΗΣΙΑ..... Φρ. 20 ΕΞΑΜΗΝΟΣ » 8 ΕΞΑΜΗΝΟΣ » 10 ΤΟ ΦΥΛΛΟΝ ΛΕΠΤΑ 5 Άγγελίαι καὶ διατριβαὶ κατ' ἀποκοπήν ὅτι τὴν 16 Ἀπριλίου ὁ τότε πρωθυπουργὸς οὐδ' ἀνῆγγειλεν ἐνδεχομένην τινὰ πρᾶξιν τῆς θης ταξιαρχίας καὶ ἅπασα ἡ Βουλὴ τότε ἐγκατεκρότησε τὸν διοικητὴν τῆς 3ης ταξιαρχίας. Δὲν λέγω ὅτι κατὰ τὴν ἀτυχῆ πόλεμον ἡ ταξιαρχία αὐτὴ κατετροπώθη τὸν ἐχθρόν. Ἀλλὰ κατὰ τὴν 18ην Ἀπριλίου ἐπετέθετο τὸ κατάφυλλον καὶ ἔμεινε κυρία τῶν θέσεων, μετὰ δύο δὲ ἡμέρας ἐγένοντο ἀνωφελεῖ ἐκ μέρους τῶν συμμαχητῶν, διὰ τὸ στράτευμα δὲν ἠδυνήθη πλέον νὰ παραμείνῃ εἰς τὰς θέσεις τῶν ἐκ τῆς ἀπορροῆς τῶν πυρομαχικῶν, ὁ δὲ διοικητὴς τῆς ταξιαρχίας διέταξε τὴν ταχυπορίαν καὶ ἕνα λοχαγὸν νὰ θάψωσι τὰ πτώματα τῶν ἀνδρῶν καὶ τῶν ἵππων. Ἀποδεδειγμένον λοιπὸν εἶνε ὅτι ἡ ταξιαρχία αὐτὴ ἐκέρδισε μίαν μάχην, τῆς 18ης Ἀπριλίου. Καὶ μ' ὅλα ταῦτα εἶνε γνωστὸν ὅτι ἀπεστάλησαν ἄνθρωποι καὶ εἰς Αἴγυπτον καὶ εἰς Θεσσαλίαν διὰ νὰ λάβουν πιστοποιητικὰ καὶ ψευδομαρτυρίας κατὰ τῶν διοικητῶν τῆς 3ης ταξιαρχίας καὶ ἀπὸ τὸν Μαχμοὺτ Μπέη καὶ ἀπὸ τοὺς Τούρκους Πασάδες. Τοῦτο λοιπὸν τί σᾶς ἀποδεικνύει; Ὅτι τὸ κατηγορητήριον ἀνεφέρθη μετὰ τὸν ὁρισμένον πρόσωπον ἐπιτρέπον καὶ τὰς ἀνατιθέμενας κατηγορίας εἰς ἐκείνους οἵτινες ἐχρησιμοποίησαν ἐξαφανισθέντα τοῦ στρατοῦ. Ὅλοι τῆς Βουλῆς ἔχει τὴν ὑποχρέωσιν νὰ κρίνῃ. Ἐὰν τὸ νομοσχέδιον γείνῃ νόμος, θὰ ἔχωμεν τὴν ἄδειαν τῆς Βουλῆς, ἵνα τὸ ἐφαρμόσῃ ὁ κ. πρὸς τὸν συνταγματάρχην. Ὁ κ. ΒΑΣΙΛΕΙΑΔΗΣ λέγει ὅτι τὸ νομοσχέδιον ἔχει σοβαρὰς πλημμελείας. Ἐν πρώτοις ἀναφέρεται εἰς ἐκείνους οἵτινες ἔπραξαν καθῆκον των κατὰ τὸν πόλεμον. Ἀλλὰ ἐὰν ὁ νῦν ὑπουργὸς τῶν Στρατιωτικῶν ἔχει εἰς θέσιν νὰ κατηγορήσῃ τὸν ἕνα ἢ τὸν ἄλλον ἀξιωματικόν, δὲν νομίζει ὅτι μεθοδεύει εἰς ἄλλας ἀτυχίας ἐνεργείας, τὸ νομοσχέδιον. Ἐπειτα τὸ νομοσχέδιον ἀναφέρει μόνον περὶ τῶν συνταγματαρχῶν, ἀλλὰ δὲν ἀναφέρει περὶ τῶν ἀντισυνταγματαρχῶν καὶ ταγματαρχῶν. ΣΜΟΛΕΝΣΚΗΣ. Νὰ δὲν τὸ παίρνει τὸ ἔργον τῆς ἐπιτροπῆς. ΒΑΣΙΛΕΙΑΔΗΣ. Μάλιστα, ἀλλὰ ἔρχεται αὐτὸν εἰς τὰς παραδέσεις. ΣΜΟΛΕΝΣΚΗΣ. Παρακαλῶ, κύριε βουλευτὰ Ἀσκεῖδα. Ἐὰν ἡ Βουλὴ ἔχῃ ἀνάθεσιν νὰ ἀποσύρω τὸ νομοσχέδιον, τὸ ἀποσύρω εὐχαρίστως. ΒΑΣΙΛΕΙΑΔΗΣ. Δὲν εἶζεύρω τί θὰ πράξῃ ἡ Βουλή. ΣΜΟΛΕΝΣΚΗΣ. Αὐτὸ πρέπει νὰ γίνῃ, διὰ νὰ μὴ γίνωμεν τὴν ἀφορμὴν νὰ εἶπῃ ὁ κόσμος π α ρ ά κ τ ε ς ! Ὁ κ. ΒΑΣΙΛΕΙΑΔΗΣ καταλήγων φρονεῖ ὅτι τὸ νομοσχέδιον πρέπει νὰ περιλάβῃ καὶ ἄλλους ἀξιωματικούς, διότι καὶ ἄλλοι τοιοῦτοι ἔχουν τὰ αὐτὰ παράπονα. ΣΑΚΚΗΣ. Εἶνε ὁ συνταγματάρχης κ. Σμόλενσκη. Ὁ κ. ΜΕΡΛΟΠΟΥΛΟΣ λέγει ὅτι ἂν τὸ νομοσχέδιον ἀφορᾷ μόνον τὸν Γιαννηκώσταν, θὰ ἦτο καλόν, ἀλλὰ ἀφοῦ ἀναφέρεται εἰς δημοσίους ἀξιωματικούς, ἐνεργεῖται ὅτι πρέπει εἰς προσωπικὰ ζητήματα. Ἴσως ἕνεκα τῆς ἀποστολῆς μεθ' ἧς κατηγορήθη τὸ νομοσχέδιον εἶνε τοιοῦτον, διότι νὰ μὴ ἐπιτρέπεται καὶ ἡ ἀνάπτυξις τῆς μερίμνης τοῦ Γιαννηκώστα.	[58, 40, 356, 1692]
speech-text: Πάντοτε ἐκτιμῶ τὸν στρατὸν μας.	[608, 741, 862, 771]
article-paragraph: Ὁ αὐτὸς ὁ ἐλθὼν ἐπενέλθω, ὁ κ. Χαλικιώτης, ἐπειδὴ ὁ ἐχθρὸς εἶχε κυριεύσει τὰς θέσεις, ἐπερίμενον διαταγὰς τοῦ Ἀρχηγοῦ. Τὸ τηλεγράφημα αὐτὸ τὸ ἔχω ἐδῶ.	[333, 894, 584, 971]
